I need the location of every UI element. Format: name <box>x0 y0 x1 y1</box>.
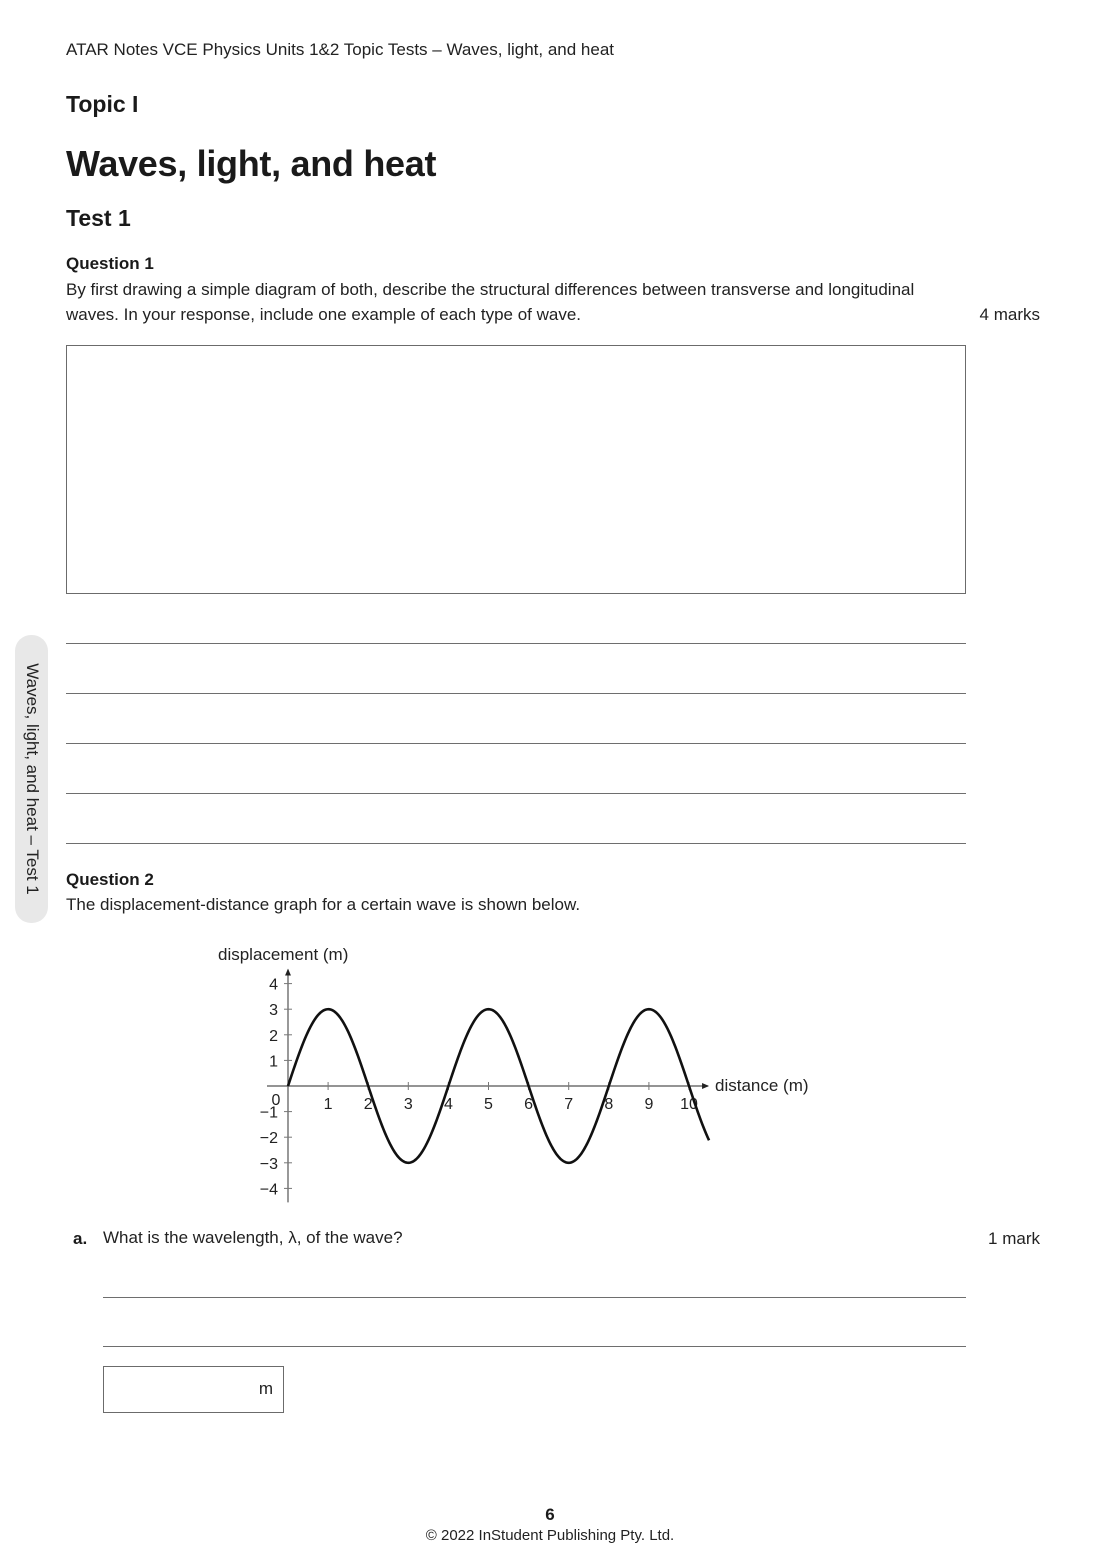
wavelength-answer-box[interactable] <box>103 1366 284 1413</box>
question-1-heading: Question 1 <box>66 254 154 273</box>
x-tick-label: 6 <box>524 1096 534 1113</box>
y-tick-label: −3 <box>259 1155 278 1173</box>
test-label: Test 1 <box>66 205 131 231</box>
answer-line[interactable] <box>103 1346 966 1347</box>
x-tick-label: 2 <box>363 1096 373 1113</box>
question-1-marks: 4 marks <box>979 305 1040 324</box>
part-a-label: a. <box>73 1229 88 1248</box>
question-2-heading: Question 2 <box>66 870 154 889</box>
page-number: 6 <box>545 1505 555 1524</box>
topic-label: Topic I <box>66 91 139 117</box>
y-axis-label: displacement (m) <box>218 945 349 964</box>
x-tick-label: 5 <box>484 1096 493 1113</box>
question-1-text-line-2: waves. In your response, include one example of each type of wave. <box>66 305 582 324</box>
x-tick-label: 7 <box>564 1096 574 1113</box>
x-tick-label: 9 <box>644 1096 654 1113</box>
x-tick-label: 1 <box>323 1096 333 1113</box>
part-a-text: What is the wavelength, λ, of the wave? <box>103 1228 403 1247</box>
y-tick-label: −4 <box>259 1181 278 1199</box>
y-tick-label: −1 <box>259 1104 278 1122</box>
unit-label: m <box>258 1379 273 1398</box>
y-tick-label: 3 <box>269 1002 278 1020</box>
y-tick-label: 1 <box>269 1053 278 1071</box>
x-axis-label: distance (m) <box>715 1076 809 1095</box>
running-header: ATAR Notes VCE Physics Units 1&2 Topic Tests – Waves, light, and heat <box>66 40 615 59</box>
y-tick-label: −2 <box>259 1130 278 1148</box>
y-tick-label: 4 <box>269 976 278 994</box>
answer-line[interactable] <box>103 1297 966 1298</box>
x-tick-label: 4 <box>443 1096 453 1113</box>
y-tick-label: 2 <box>269 1027 278 1045</box>
x-tick-label: 8 <box>604 1096 614 1113</box>
origin-label: 0 <box>271 1092 281 1109</box>
copyright: © 2022 InStudent Publishing Pty. Ltd. <box>425 1527 675 1544</box>
side-tab-label: Waves, light, and heat – Test 1 <box>22 663 42 895</box>
page-title: Waves, light, and heat <box>66 143 437 184</box>
part-a-marks: 1 mark <box>988 1229 1040 1248</box>
question-2-text: The displacement-distance graph for a certain wave is shown below. <box>66 895 581 914</box>
x-tick-label: 10 <box>680 1096 698 1113</box>
question-1-text-line-1: By first drawing a simple diagram of both, describe the structural differences between transverse and longitudinal <box>66 280 915 299</box>
x-tick-label: 3 <box>403 1096 413 1113</box>
